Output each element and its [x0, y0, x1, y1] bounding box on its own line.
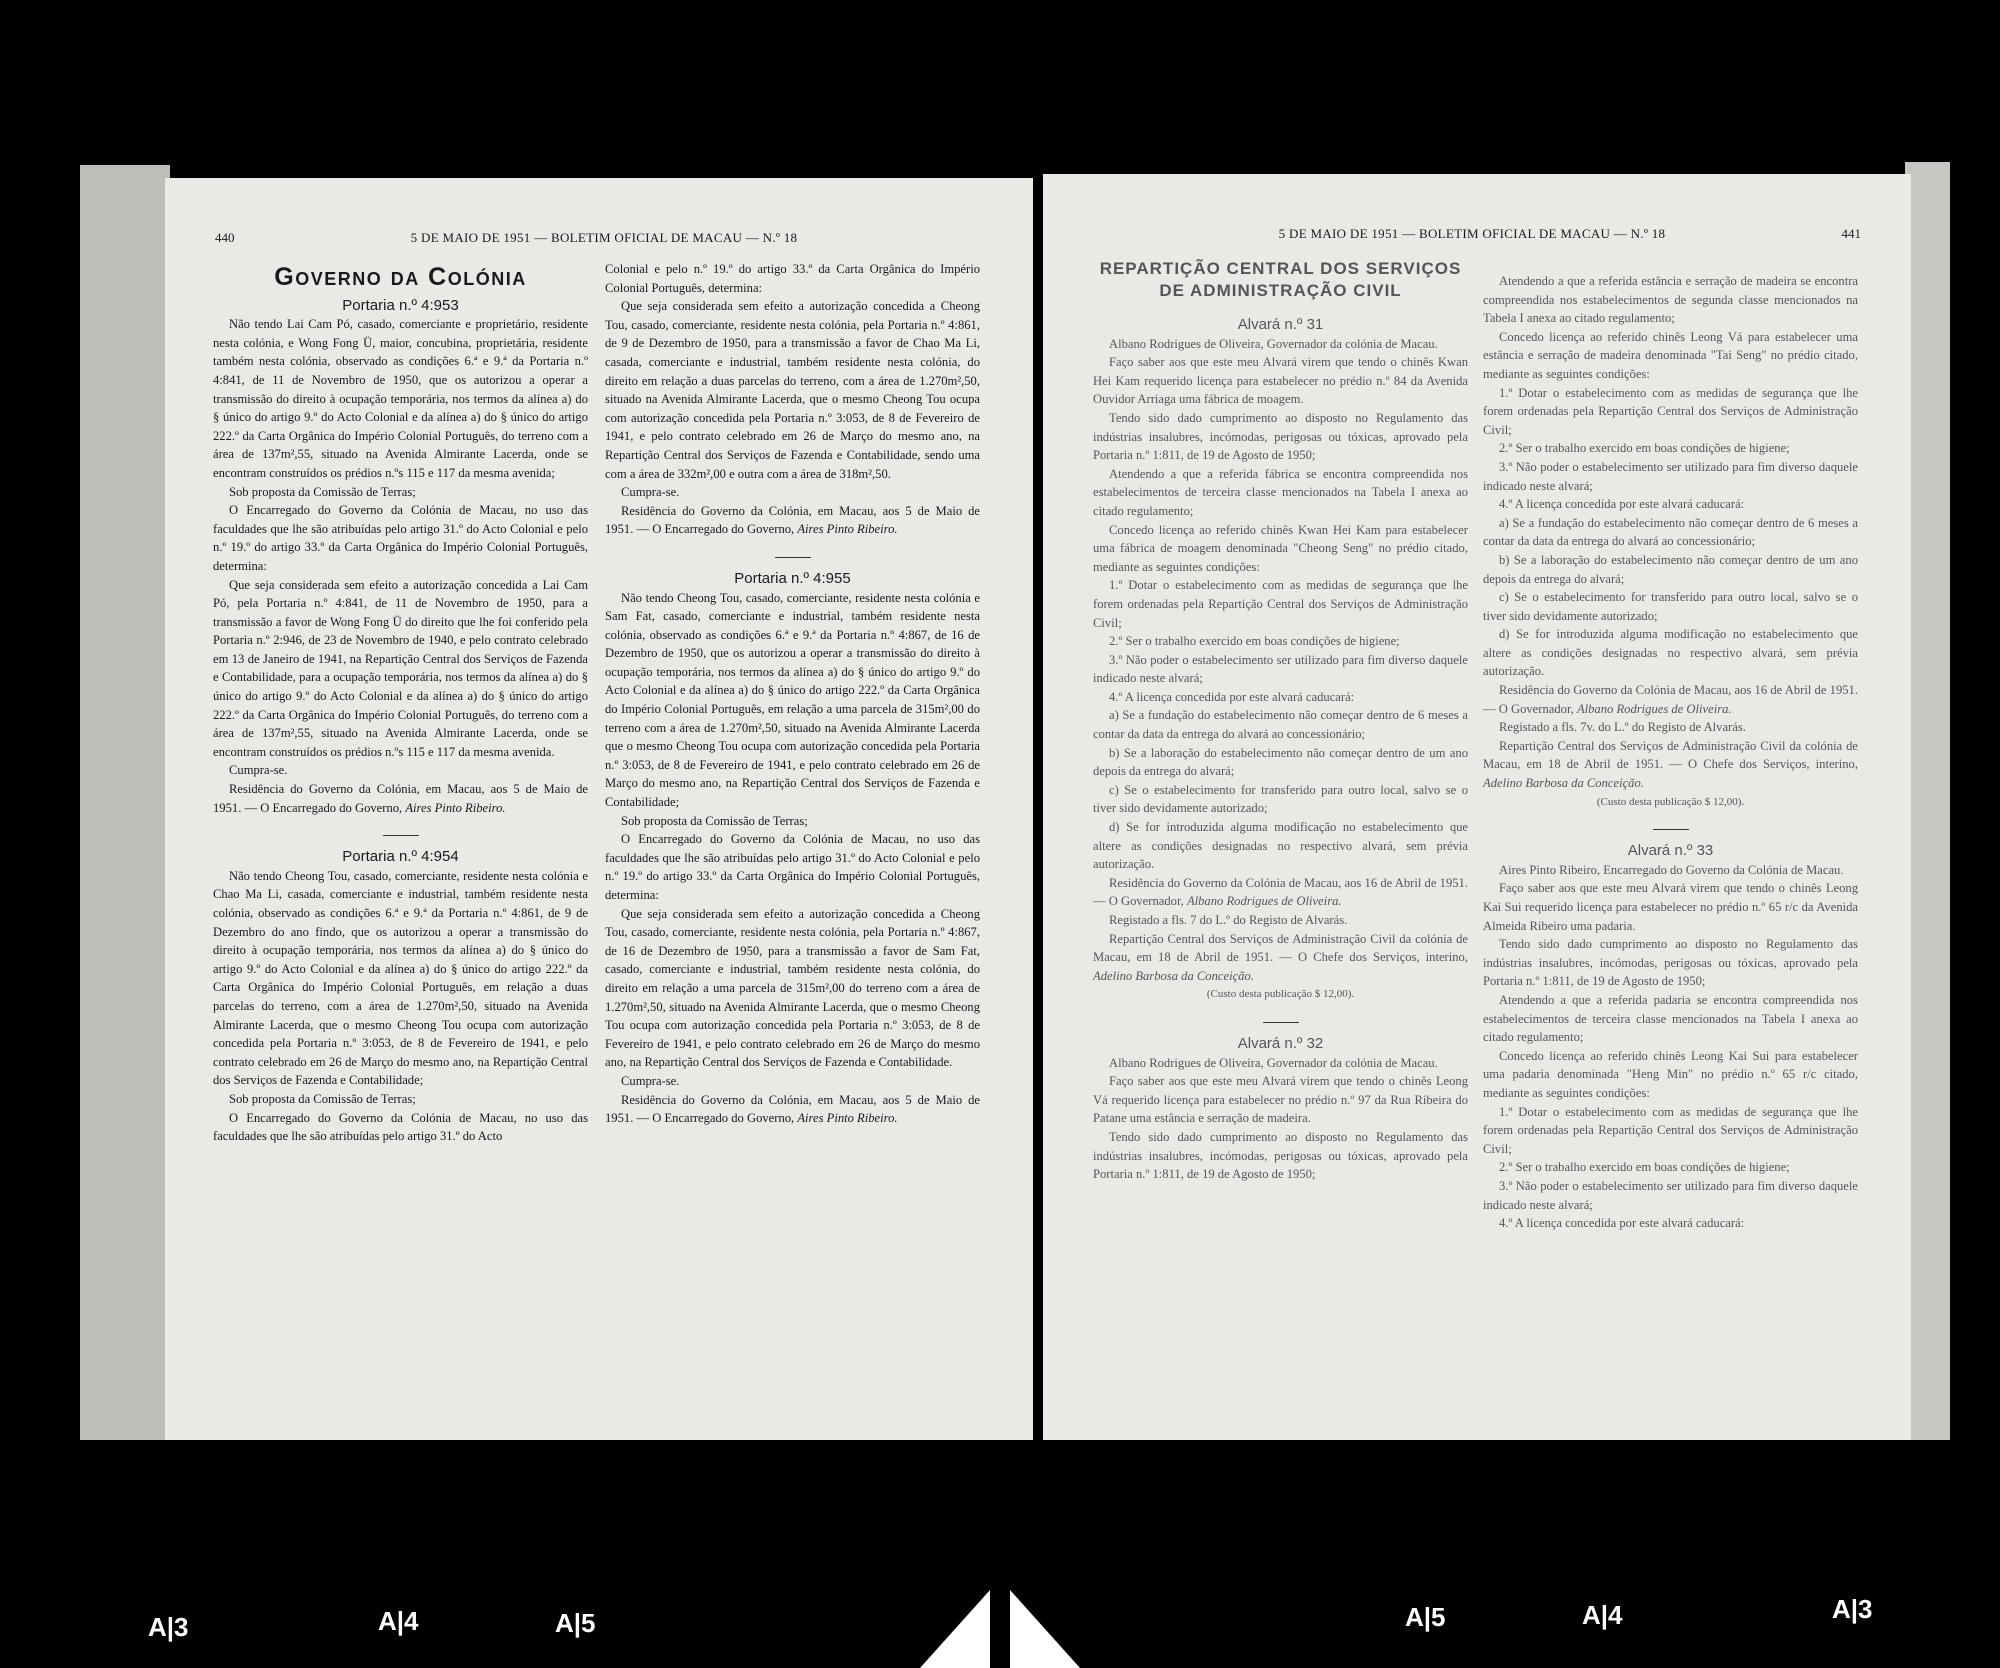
paragraph: Tendo sido dado cumprimento ao disposto no Regulamento das indústrias insalubres, incómodas, perigosas ou tóxicas, aprovado pela Portaria n.º 1:811, de 19 de Agosto de 1950; [1093, 1129, 1468, 1182]
registo: Registado a fls. 7 do L.º do Registo de Alvarás. [1109, 913, 1348, 927]
paragraph: 4.º A licença concedida por este alvará caducará: [1109, 689, 1355, 704]
alvara-32-heading: Alvará n.º 32 [1237, 1034, 1324, 1052]
portaria-4953-body [213, 315, 588, 817]
center-arrow-icon [920, 1590, 1080, 1668]
left-page-header [215, 230, 993, 250]
paragraph: Atendendo a que a referida padaria se encontra compreendida nos estabelecimentos de terceira classe mencionados na Tabela I anexa ao citado regulamento; [1483, 992, 1858, 1045]
signature: Albano Rodrigues de Oliveira. [1576, 701, 1732, 716]
paragraph: a) Se a fundação do estabelecimento não começar dentro de 6 meses a contar da data da entrega do alvará ao concessionário; [1093, 708, 1468, 742]
paragraph: Concedo licença ao referido chinês Leong Vá para estabelecer uma estância e serração de madeira denominada "Tai Seng" no prédio citado, mediante as seguintes condições: [1483, 329, 1858, 381]
paragraph [1093, 874, 1468, 911]
paragraph: Concedo licença ao referido chinês Leong Kai Sui para estabelecer uma padaria denominada "Heng Min" no prédio n.º 65 r/c citado, mediante as seguintes condições: [1483, 1048, 1858, 1100]
paragraph: Atendendo a que a referida fábrica se encontra compreendida nos estabelecimentos de terceira classe mencionados na Tabela I anexa ao citado regulamento; [1093, 466, 1468, 518]
paragraph [1483, 737, 1858, 793]
department-title-line-2: DE ADMINISTRAÇÃO CIVIL [1159, 281, 1402, 300]
paragraph [1483, 681, 1858, 718]
paragraph: Não tendo Cheong Tou, casado, comerciante, residente nesta colónia e Chao Ma Li, casada, comerciante e industrial, também residente nesta colónia, observado as condições 6.ª e 9.ª da Portaria n.º 4:861, de 9 de Dezembro do ano findo, que os autorizou a operar a transmissão do direito à ocupação temporária, nos termos da alínea a) do § único do artigo 9.º do Acto Colonial e da alínea a) do § único do artigo 222.º da Carta Orgânica do Império Colonial Português, em relação a duas parcelas do terreno, com a área de 1.270m²,50, situado na Avenida Almirante Lacerda, que o mesmo Cheong Tou ocupa com autorização concedida pela Portaria n.º 3:053, de 8 de Fevereiro de 1941, e pelo contrato celebrado em 26 de Março do mesmo ano, na Repartição Central dos Serviços de Fazenda e Contabilidade; [213, 868, 588, 1088]
closing-text: Residência do Governo da Colónia, em Macau, aos 5 de Maio de 1951. — O Encarregado do Governo, [213, 782, 588, 815]
divider [1653, 829, 1689, 830]
paragraph [605, 502, 980, 539]
paragraph: 3.º Não poder o estabelecimento ser utilizado para fim diverso daquele indicado neste alvará; [1483, 1178, 1858, 1212]
paragraph: Que seja considerada sem efeito a autorização concedida a Lai Cam Pó, pela Portaria n.º 4:841, de 11 de Novembro de 1950, para a transmissão a favor de Wong Fong Ü do direito que lhe foi conferido pela Portaria n.º 2:946, de 23 de Novembro de 1940, e pelo contrato celebrado em 13 de Janeiro de 1941, na Repartição Central dos Serviços de Fazenda e Contabilidade, para a ocupação temporária, nos termos da alínea a) do § único do artigo 9.º do Acto Colonial e da alínea a) do § único do artigo 222.º da Carta Orgânica do Império Colonial Português, do terreno com a área de 137m²,55, situado na Avenida Almirante Lacerda, onde se encontram construídos os prédios n.ºs 115 e 117 da mesma avenida. [213, 577, 588, 759]
paragraph: Sob proposta da Comissão de Terras; [621, 813, 808, 828]
paragraph: Colonial e pelo n.º 19.º do artigo 33.º da Carta Orgânica do Império Colonial Português, determina: [605, 262, 980, 295]
department-title [1093, 258, 1468, 302]
paragraph: 2.º Ser o trabalho exercido em boas condições de higiene; [1499, 1160, 1790, 1175]
publication-cost: (Custo desta publicação $ 12,00). [1596, 795, 1745, 808]
signature: Aires Pinto Ribeiro. [405, 800, 506, 815]
paragraph: Faço saber aos que este meu Alvará virem que tendo o chinês Leong Kai Sui requerido licença para estabelecer no prédio n.º 65 r/c da Avenida Almeida Ribeiro uma padaria. [1483, 881, 1858, 933]
frame-mark: A|5 [1405, 1602, 1446, 1632]
running-head: 5 DE MAIO DE 1951 — BOLETIM OFICIAL DE MACAU — N.º 18 [1278, 226, 1666, 241]
signature: Adelino Barbosa da Conceição. [1483, 776, 1644, 791]
publication-cost: (Custo desta publicação $ 12,00). [1206, 988, 1355, 1001]
section-title: Governo da Colónia [274, 263, 527, 291]
closing-text: Residência do Governo da Colónia de Macau, aos 16 de Abril de 1951. — O Governador, [1093, 875, 1468, 909]
paragraph: 1.º Dotar o estabelecimento com as medidas de segurança que lhe forem ordenadas pela Repartição Central dos Serviços de Administração Civil; [1483, 385, 1858, 437]
closing-text: Repartição Central dos Serviços de Administração Civil da colónia de Macau, em 18 de Abril de 1951. — O Chefe dos Serviços, interino, [1483, 738, 1858, 772]
left-page [165, 178, 1033, 1448]
paragraph: Não tendo Lai Cam Pó, casado, comerciante e proprietário, residente nesta colónia, e Wong Fong Ü, maior, concubina, proprietária, residente também nesta colónia, observado as condições 6.ª e 9.ª da Portaria n.º 4:841, de 11 de Novembro de 1950, que os autorizou a operar a transmissão do direito à ocupação temporária, nos termos da alínea a) do § único do artigo 9.º do Acto Colonial e da alínea a) do § único do artigo 222.º da Carta Orgânica do Império Colonial Português, do terreno com a área de 137m²,55, situado na Avenida Almirante Lacerda, onde se encontram construídos os prédios n.ºs 115 e 117 da mesma avenida; [213, 317, 588, 480]
alvara-32-continued [1483, 272, 1858, 811]
paragraph: d) Se for introduzida alguma modificação no estabelecimento que altere as condições designadas no respectivo alvará, sem prévia autorização. [1093, 820, 1468, 872]
page-number: 440 [215, 230, 235, 245]
portaria-4954-continued [605, 260, 980, 539]
paragraph: Que seja considerada sem efeito a autorização concedida a Cheong Tou, casado, comerciante, residente nesta colónia, pela Portaria n.º 4:861, de 9 de Dezembro de 1950, para a transmissão a favor de Chao Ma Li, casada, comerciante e industrial, também residente nesta colónia, do direito em relação a duas parcelas do terreno, com a área de 1.270m²,50, situado na Avenida Almirante Lacerda, que o mesmo Cheong Tou ocupa com autorização concedida pela Portaria n.º 3:053, de 8 de Fevereiro de 1941, e pelo contrato celebrado em 26 de Março do mesmo ano, na Repartição Central dos Serviços de Fazenda e Contabilidade, sendo uma com a área de 332m²,00 e outra com a área de 318m²,50. [605, 299, 980, 481]
paragraph: Atendendo a que a referida estância e serração de madeira se encontra compreendida nos estabelecimentos de segunda classe mencionados na Tabela I anexa ao citado regulamento; [1483, 274, 1858, 326]
running-head: 5 DE MAIO DE 1951 — BOLETIM OFICIAL DE MACAU — N.º 18 [410, 230, 798, 245]
alvara-33-heading: Alvará n.º 33 [1627, 842, 1714, 860]
paragraph: Tendo sido dado cumprimento ao disposto no Regulamento das indústrias insalubres, incómodas, perigosas ou tóxicas, aprovado pela Portaria n.º 1:811, de 19 de Agosto de 1950; [1093, 410, 1468, 463]
paragraph: O Encarregado do Governo da Colónia de Macau, no uso das faculdades que lhe são atribuídas pelo artigo 31.º do Acto Colonial e pelo n.º 19.º do artigo 33.º da Carta Orgânica do Império Colonial Português, determina: [213, 503, 588, 573]
portaria-4954-body [213, 867, 588, 1146]
paragraph [605, 1091, 980, 1128]
right-column-1 [1093, 254, 1468, 1184]
paragraph: Cumpra-se. [621, 485, 680, 500]
paragraph: Tendo sido dado cumprimento ao disposto no Regulamento das indústrias insalubres, incómodas, perigosas ou tóxicas, aprovado pela Portaria n.º 1:811, de 19 de Agosto de 1950; [1483, 937, 1858, 989]
alvara-31-body [1093, 335, 1468, 1004]
signature: Aires Pinto Ribeiro. [797, 1111, 898, 1126]
paragraph: a) Se a fundação do estabelecimento não começar dentro de 6 meses a contar da data da entrega do alvará ao concessionário; [1483, 515, 1858, 549]
paragraph: 4.º A licença concedida por este alvará caducará: [1499, 1216, 1745, 1231]
portaria-4954-heading: Portaria n.º 4:954 [342, 848, 459, 866]
registo: Registado a fls. 7v. do L.º do Registo de Alvarás. [1499, 720, 1746, 735]
page-number: 441 [1841, 226, 1861, 241]
closing-text: Residência do Governo da Colónia, em Macau, aos 5 de Maio de 1951. — O Encarregado do Governo, [605, 1092, 980, 1126]
right-column-2 [1483, 272, 1858, 1233]
paragraph: c) Se o estabelecimento for transferido para outro local, salvo se o tiver sido devidamente autorizado; [1483, 590, 1858, 623]
paragraph: Albano Rodrigues de Oliveira, Governador da colónia de Macau. [1109, 1055, 1438, 1070]
paragraph [1093, 930, 1468, 986]
closing-text: Residência do Governo da Colónia de Macau, aos 16 de Abril de 1951. — O Governador, [1483, 683, 1858, 716]
paragraph: d) Se for introduzida alguma modificação no estabelecimento que altere as condições designadas no respectivo alvará, sem prévia autorização. [1483, 627, 1858, 679]
paragraph: Aires Pinto Ribeiro, Encarregado do Governo da Colónia de Macau. [1499, 862, 1844, 877]
paragraph: Cumpra-se. [229, 763, 288, 778]
department-title-line-1: REPARTIÇÃO CENTRAL DOS SERVIÇOS [1099, 259, 1462, 278]
portaria-4953-heading: Portaria n.º 4:953 [342, 296, 459, 314]
paragraph: Faço saber aos que este meu Alvará virem que tendo o chinês Leong Vá requerido licença para estabelecer no prédio n.º 97 da Rua Ribeira do Patane uma estância e serração de madeira. [1093, 1074, 1468, 1126]
paragraph: Que seja considerada sem efeito a autorização concedida a Cheong Tou, casado, comerciante, residente nesta colónia, pela Portaria n.º 4:867, de 16 de Dezembro de 1950, para a transmissão a favor de Sam Fat, casado, comerciante e industrial, também residente nesta colónia, do direito em relação a uma parcela de 315m²,00 do terreno com a área de 1.270m²,50, situado na Avenida Almirante Lacerda, que o mesmo Cheong Tou ocupa com autorização concedida pela Portaria n.º 3:053, de 8 de Fevereiro de 1941, e pelo contrato celebrado em 26 de Março do mesmo ano, na Repartição Central dos Serviços de Fazenda e Contabilidade. [605, 906, 980, 1070]
paragraph: Cumpra-se. [621, 1073, 680, 1088]
paragraph: Não tendo Cheong Tou, casado, comerciante, residente nesta colónia e Sam Fat, casado, comerciante e industrial, também residente nesta colónia, observado as condições 6.ª e 9.ª da Portaria n.º 4:867, de 16 de Dezembro de 1950, que os autorizou a operar a transmissão do direito à ocupação temporária, nos termos da alínea a) do § único do artigo 9.º do Acto Colonial e da alínea a) do § único do artigo 222.º da Carta Orgânica do Império Colonial Português, em relação a uma parcela de 315m²,00 do terreno com a área de 1.270m²,50, situado na Avenida Almirante Lacerda que o mesmo Cheong Tou ocupa com autorização concedida pela Portaria n.º 3:053, de 8 de Fevereiro de 1941, e pelo contrato celebrado em 26 de Março do mesmo ano, na Repartição Central dos Serviços de Fazenda e Contabilidade; [605, 590, 980, 810]
paragraph: b) Se a laboração do estabelecimento não começar dentro de um ano depois da entrega do alvará; [1093, 745, 1468, 779]
right-page [1043, 174, 1911, 1449]
paragraph: c) Se o estabelecimento for transferido para outro local, salvo se o tiver sido devidamente autorizado; [1093, 782, 1468, 816]
left-column-1 [213, 258, 588, 1146]
frame-mark: A|4 [378, 1606, 419, 1636]
alvara-31-heading: Alvará n.º 31 [1237, 316, 1324, 333]
paragraph: 3.º Não poder o estabelecimento ser utilizado para fim diverso daquele indicado neste alvará; [1483, 459, 1858, 493]
paragraph: 4.º A licença concedida por este alvará caducará: [1499, 497, 1745, 512]
signature: Albano Rodrigues de Oliveira. [1186, 894, 1342, 909]
frame-mark: A|4 [1582, 1600, 1623, 1630]
paragraph: 2.º Ser o trabalho exercido em boas condições de higiene; [1109, 634, 1400, 649]
frame-mark: A|5 [555, 1608, 596, 1638]
right-page-edge [1905, 162, 1950, 1454]
paragraph: O Encarregado do Governo da Colónia de Macau, no uso das faculdades que lhe são atribuídas pelo artigo 31.º do Acto Colonial e pelo n.º 19.º do artigo 33.º da Carta Orgânica do Império Colonial Português, determina: [605, 832, 980, 902]
portaria-4955-body [605, 589, 980, 1128]
alvara-32-body [1093, 1054, 1468, 1184]
paragraph: 2.º Ser o trabalho exercido em boas condições de higiene; [1499, 441, 1790, 456]
paragraph: 3.º Não poder o estabelecimento ser utilizado para fim diverso daquele indicado neste alvará; [1093, 652, 1468, 686]
signature: Adelino Barbosa da Conceição. [1093, 968, 1254, 983]
paragraph: Faço saber aos que este meu Alvará virem que tendo o chinês Kwan Hei Kam requerido licença para estabelecer no prédio n.º 84 da Avenida Ouvidor Arriaga uma fábrica de moagem. [1093, 355, 1468, 407]
portaria-4955-heading: Portaria n.º 4:955 [734, 569, 851, 587]
paragraph: O Encarregado do Governo da Colónia de Macau, no uso das faculdades que lhe são atribuídas pelo artigo 31.º do Acto [213, 1110, 588, 1144]
left-column-2 [605, 260, 980, 1128]
right-page-header [1083, 226, 1861, 246]
paragraph: 1.º Dotar o estabelecimento com as medidas de segurança que lhe forem ordenadas pela Repartição Central dos Serviços de Administração Civil; [1483, 1104, 1858, 1156]
frame-mark: A|3 [1832, 1594, 1873, 1624]
divider [775, 557, 811, 558]
paragraph: Sob proposta da Comissão de Terras; [229, 484, 416, 499]
signature: Aires Pinto Ribeiro. [797, 522, 898, 537]
paragraph: b) Se a laboração do estabelecimento não começar dentro de um ano depois da entrega do alvará; [1483, 552, 1858, 586]
paragraph: Albano Rodrigues de Oliveira, Governador da colónia de Macau. [1109, 336, 1438, 351]
closing-text: Residência do Governo da Colónia, em Macau, aos 5 de Maio de 1951. — O Encarregado do Governo, [605, 503, 980, 537]
paragraph [213, 780, 588, 817]
frame-mark: A|3 [148, 1612, 189, 1642]
alvara-33-body [1483, 861, 1858, 1233]
paragraph: 1.º Dotar o estabelecimento com as medidas de segurança que lhe forem ordenadas pela Repartição Central dos Serviços de Administração Civil; [1093, 578, 1468, 630]
divider [1263, 1022, 1299, 1023]
paragraph: Concedo licença ao referido chinês Kwan Hei Kam para estabelecer uma fábrica de moagem denominada "Cheong Seng" no prédio citado, mediante as seguintes condições: [1093, 522, 1468, 574]
divider [383, 835, 419, 836]
closing-text: Repartição Central dos Serviços de Administração Civil da colónia de Macau, em 18 de Abril de 1951. — O Chefe dos Serviços, interino, [1093, 931, 1468, 965]
paragraph: Sob proposta da Comissão de Terras; [229, 1091, 416, 1106]
left-page-edge [80, 165, 170, 1450]
